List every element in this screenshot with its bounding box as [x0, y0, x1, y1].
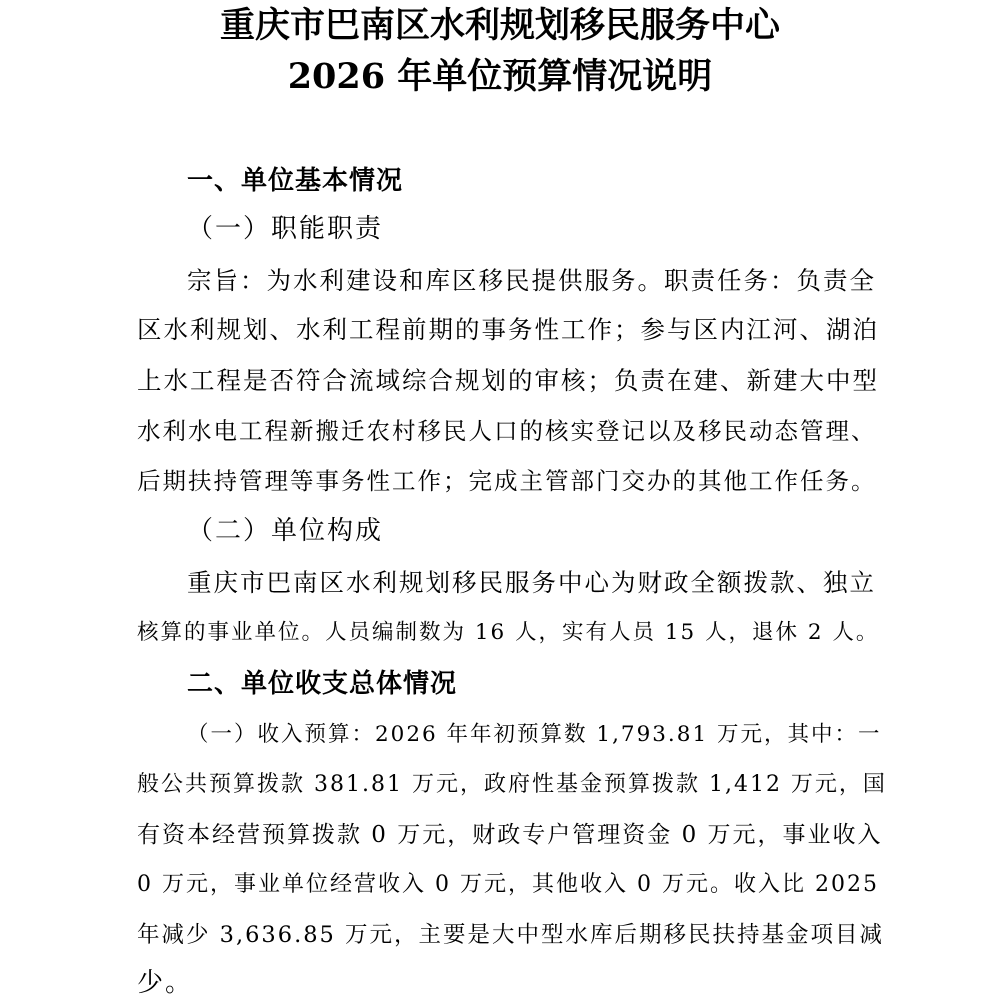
paragraph-line: 后期扶持管理等事务性工作；完成主管部门交办的其他工作任务。: [137, 467, 877, 495]
paragraph-line: 有资本经营预算拨款 0 万元，财政专户管理资金 0 万元，事业收入: [137, 822, 883, 848]
paragraph-line: 少。: [137, 968, 194, 998]
subsection-heading-duties: （一）职能职责: [187, 214, 384, 244]
document-title-line2: 2026 年单位预算情况说明: [287, 56, 713, 97]
paragraph-line: （一）收入预算：2026 年年初预算数 1,793.81 万元，其中：一: [187, 722, 882, 747]
document-title-line1: 重庆市巴南区水利规划移民服务中心: [219, 5, 780, 46]
subsection-heading-composition: （二）单位构成: [187, 516, 384, 546]
paragraph-line: 上水工程是否符合流域综合规划的审核；负责在建、新建大中型: [137, 366, 879, 395]
paragraph-line: 宗旨：为水利建设和库区移民提供服务。职责任务：负责全: [187, 266, 876, 295]
section-heading-basic-info: 一、单位基本情况: [187, 166, 404, 196]
section-heading-budget-overview: 二、单位收支总体情况: [187, 669, 458, 699]
paragraph-line: 核算的事业单位。人员编制数为 16 人，实有人员 15 人，退休 2 人。: [137, 620, 880, 645]
paragraph-line: 重庆市巴南区水利规划移民服务中心为财政全额拨款、独立: [187, 568, 876, 597]
paragraph-line: 水利水电工程新搬迁农村移民人口的核实登记以及移民动态管理、: [137, 417, 877, 445]
paragraph-line: 0 万元，事业单位经营收入 0 万元，其他收入 0 万元。收入比 2025: [137, 872, 879, 897]
paragraph-line: 般公共预算拨款 381.81 万元，政府性基金预算拨款 1,412 万元，国: [137, 772, 887, 797]
paragraph-line: 区水利规划、水利工程前期的事务性工作；参与区内江河、湖泊: [137, 315, 879, 344]
paragraph-line: 年减少 3,636.85 万元，主要是大中型水库后期移民扶持基金项目减: [137, 922, 885, 948]
